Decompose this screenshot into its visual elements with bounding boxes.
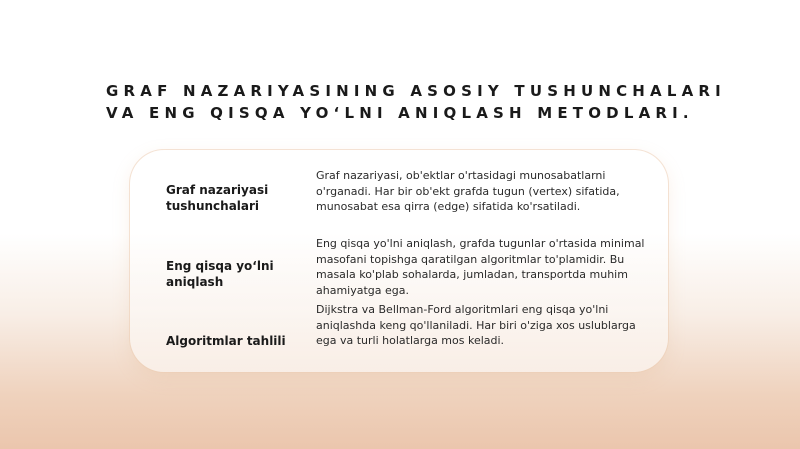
row-description: Graf nazariyasi, ob'ektlar o'rtasidagi munosabatlarni o'rganadi. Har bir ob'ekt grafda tugun (vertex) sifatida, munosabat esa qirra (edge) sifatida ko'rsatiladi. xyxy=(316,169,620,213)
row-label: Eng qisqa yo‘lni aniqlash xyxy=(166,259,274,289)
slide-title xyxy=(106,80,766,124)
row-description: Dijkstra va Bellman-Ford algoritmlari eng qisqa yo'lni aniqlashda keng qo'llaniladi. Har biri o'ziga xos uslublarga ega va turli holatlarga mos keladi. xyxy=(316,303,636,347)
row-label: Algoritmlar tahlili xyxy=(166,334,286,348)
row-description: Eng qisqa yo'lni aniqlash, grafda tugunlar o'rtasida minimal masofani topishga qaratilgan algoritmlar to'plamidir. Bu masala ko'plab sohalarda, jumladan, transportda muhim ahamiyatga ega. xyxy=(316,237,645,297)
content-card xyxy=(130,150,668,372)
slide-title-line-2: VA ENG QISQA YO‘LNI ANIQLASH METODLARI. xyxy=(106,104,694,122)
row-label: Graf nazariyasi tushunchalari xyxy=(166,183,269,213)
slide-title-line-1: GRAF NAZARIYASINING ASOSIY TUSHUNCHALARI xyxy=(106,82,726,100)
